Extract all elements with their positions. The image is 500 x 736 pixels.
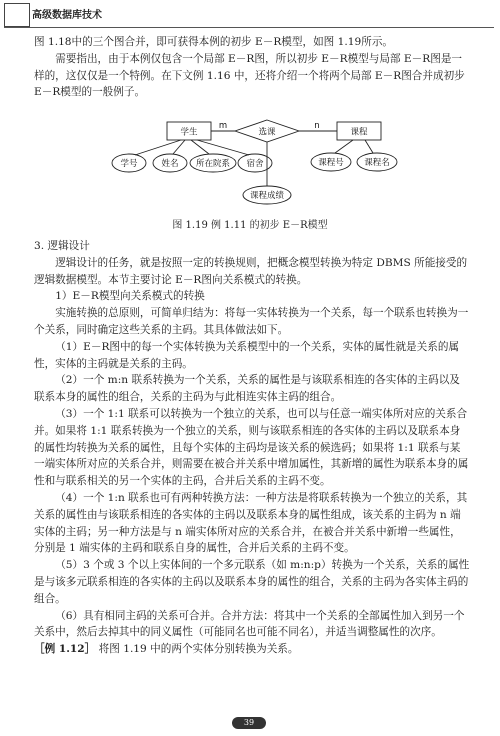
example-label: ［例 1.12］ [34, 643, 96, 656]
paragraph: （5）3 个或 3 个以上实体间的一个多元联系（如 m:n:p）转换为一个关系，关系的属性是与该多元联系相连的各实体的主码以及联系本身的属性的组合，关系的主码为各实体主码的组合。 [34, 559, 470, 605]
book-icon [4, 3, 30, 27]
relationship-label: 选课 [258, 127, 276, 138]
attr-label: 姓名 [161, 159, 179, 169]
attr-label: 学号 [120, 159, 138, 169]
example-line [34, 641, 470, 658]
paragraph: 需要指出，由于本例仅包含一个局部 E－R图，所以初步 E－R模型与局部 E－R图是一样的，这仅仅是一个特例。在下文例 1.16 中，还将介绍一个将两个局部 E－R图合并成初步 E－R模型的一般例子。 [34, 52, 465, 99]
attr-label: 课程号 [318, 158, 344, 168]
entity-student: 学生 [180, 127, 198, 138]
top-text [34, 34, 470, 101]
attr-label: 课程名 [364, 158, 390, 168]
attr-label: 宿舍 [246, 159, 264, 169]
paragraph: （4）一个 1:n 联系也可有两种转换方法：一种方法是将联系转换为一个独立的关系，其关系的属性由与该联系相连的各实体的主码以及联系本身的属性组成，该关系的主码为 n 端实体的主码；另一种方法是与 n 端实体所对应的关系合并，在被合并关系中新增一些属性，分别是 1 端实体的主码和联系自身的属性，合并后关系的主码不变。 [34, 491, 468, 555]
cardinality-n: n [314, 121, 320, 131]
paragraph: （1）E－R图中的每一个实体转换为关系模型中的一个关系，实体的属性就是关系的属性，实体的主码就是关系的主码。 [34, 340, 460, 370]
cardinality-m: m [218, 121, 228, 131]
paragraph: （6）具有相同主码的关系可合并。合并方法：将其中一个关系的全部属性加入到另一个关系中，然后去掉其中的同义属性（可能同名也可能不同名），并适当调整属性的次序。 [34, 609, 465, 639]
body-text [34, 238, 470, 658]
figure-caption: 图 1.19 例 1.11 的初步 E－R模型 [172, 220, 328, 231]
entity-course: 课程 [350, 127, 368, 138]
header-rule [4, 27, 494, 28]
paragraph: 图 1.18中的三个图合并，即可获得本例的初步 E－R模型，如图 1.19所示。 [34, 36, 394, 48]
page-number: 39 [232, 717, 266, 729]
attr-label: 课程成绩 [249, 191, 285, 201]
header-title: 高级数据库技术 [32, 10, 102, 21]
paragraph: 实施转换的总原则，可简单归结为：将每一实体转换为一个关系，每一个联系也转换为一个关系，同时确定这些关系的主码。其具体做法如下。 [34, 307, 469, 336]
er-diagram [95, 118, 415, 214]
paragraph: 1）E－R模型向关系模式的转换 [55, 290, 205, 303]
section-title: 3. 逻辑设计 [34, 240, 90, 252]
attr-label: 所在院系 [195, 159, 231, 169]
page-header [0, 0, 500, 30]
paragraph: 逻辑设计的任务，就是按照一定的转换规则，把概念模型转换为特定 DBMS 所能接受的逻辑数据模型。本节主要讨论 E－R图向关系模式的转换。 [34, 256, 468, 286]
paragraph: （3）一个 1:1 联系可以转换为一个独立的关系，也可以与任意一端实体所对应的关系合并。如果将 1:1 联系转换为一个独立的关系，则与该联系相连的各实体的主码以及联系本身的属性均转换为关系的属性，且每个实体的主码均是该关系的候选码；如果将 1:1 联系与某一端实体所对应的关系合并，则需要在被合并关系中增加属性，其新增的属性为联系本身的属性和与联系相关的另一个实体的主码，合并后关系的主码不变。 [34, 407, 469, 488]
paragraph: （2）一个 m:n 联系转换为一个关系，关系的属性是与该联系相连的各实体的主码以及联系本身的属性的组合，关系的主码为与此相连实体主码的组合。 [34, 374, 460, 404]
example-text: 将图 1.19 中的两个实体分别转换为关系。 [95, 643, 299, 656]
